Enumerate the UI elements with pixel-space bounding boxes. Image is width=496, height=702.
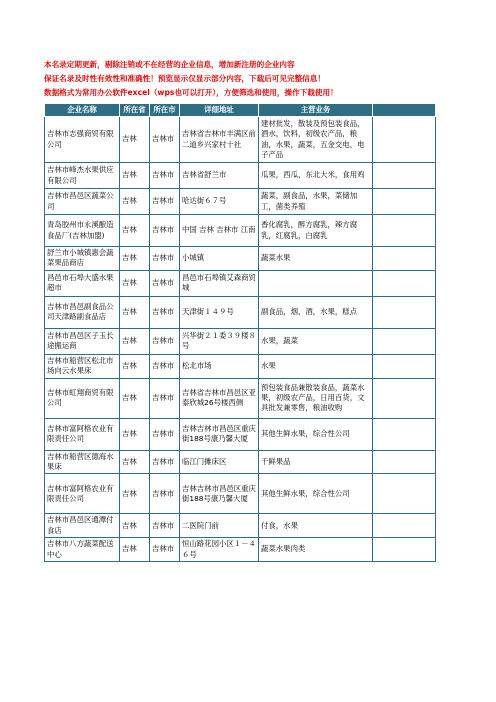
- header-province: 所在省: [120, 104, 150, 117]
- cell-company-name: 吉林市昌邑区通潭付食店: [45, 514, 120, 538]
- cell-province: 吉林: [120, 514, 150, 538]
- cell-business: 蔬菜水果: [259, 247, 373, 271]
- cell-company-name: 吉林市昌邑副食品公司天津路副食品店: [45, 296, 120, 328]
- table-row: [45, 247, 436, 271]
- cell-address: 松北市场: [180, 354, 259, 378]
- cell-blank: [373, 378, 436, 418]
- cell-blank: [373, 418, 436, 450]
- table-row: [45, 378, 436, 418]
- cell-city: 吉林市: [150, 117, 180, 163]
- cell-province: 吉林: [120, 418, 150, 450]
- table-row: [45, 474, 436, 514]
- cell-province: 吉林: [120, 296, 150, 328]
- cell-company-name: 舒兰市小城镇惠会蔬菜果品商店: [45, 247, 120, 271]
- header-blank: [373, 104, 436, 117]
- notice-banner: [44, 58, 464, 100]
- cell-province: 吉林: [120, 450, 150, 474]
- cell-business: 付食，水果: [259, 514, 373, 538]
- cell-blank: [373, 296, 436, 328]
- cell-company-name: 吉林市船营区松北市场向云水果床: [45, 354, 120, 378]
- cell-business: 香化腐乳，醉方腐乳，辣方腐乳，红腐乳，白腐乳: [259, 215, 373, 247]
- cell-province: 吉林: [120, 189, 150, 215]
- cell-company-name: 吉林市富阿格农业有限责任公司: [45, 418, 120, 450]
- header-business: 主营业务: [259, 104, 373, 117]
- cell-city: 吉林市: [150, 418, 180, 450]
- cell-city: 吉林市: [150, 163, 180, 189]
- cell-address: 兴华街２１委３９楼８号: [180, 328, 259, 354]
- table-header-row: [45, 104, 436, 117]
- cell-company-name: 吉林市船营区德海水果床: [45, 450, 120, 474]
- cell-company-name: 吉林市昌邑区子玉长途搬运商: [45, 328, 120, 354]
- table-row: [45, 514, 436, 538]
- cell-province: 吉林: [120, 270, 150, 296]
- table-row: [45, 117, 436, 163]
- cell-company-name: 吉林市富阿格农业有限责任公司: [45, 474, 120, 514]
- table-row: [45, 538, 436, 562]
- cell-blank: [373, 474, 436, 514]
- cell-province: 吉林: [120, 538, 150, 562]
- cell-address: 昌邑市石埠镇艾森商贸城: [180, 270, 259, 296]
- cell-company-name: 昌邑市石埠大盛水果超市: [45, 270, 120, 296]
- cell-address: 中国 吉林 吉林市 江南: [180, 215, 259, 247]
- cell-city: 吉林市: [150, 328, 180, 354]
- cell-city: 吉林市: [150, 474, 180, 514]
- header-company-name: 企业名称: [45, 104, 120, 117]
- company-table: [44, 103, 436, 562]
- table-row: [45, 270, 436, 296]
- cell-business: [259, 270, 373, 296]
- header-address: 详细地址: [180, 104, 259, 117]
- cell-business: 建材批发，散装及预包装食品，酒水，饮料，初级农产品，粮油，水果，蔬菜，五金交电，电子产品: [259, 117, 373, 163]
- cell-address: 二医院门前: [180, 514, 259, 538]
- cell-province: 吉林: [120, 354, 150, 378]
- cell-city: 吉林市: [150, 514, 180, 538]
- cell-business: 水果，蔬菜: [259, 328, 373, 354]
- cell-company-name: 青岛胶州市永溪酿造食品厂(吉林加盟): [45, 215, 120, 247]
- cell-city: 吉林市: [150, 215, 180, 247]
- cell-city: 吉林市: [150, 247, 180, 271]
- cell-province: 吉林: [120, 215, 150, 247]
- cell-business: 其他生鲜水果，综合性公司: [259, 474, 373, 514]
- cell-blank: [373, 189, 436, 215]
- table-row: [45, 450, 436, 474]
- cell-province: 吉林: [120, 474, 150, 514]
- cell-address: 吉林省舒兰市: [180, 163, 259, 189]
- cell-address: 哈达街６７号: [180, 189, 259, 215]
- cell-address: 天津街１４９号: [180, 296, 259, 328]
- table-row: [45, 354, 436, 378]
- cell-city: 吉林市: [150, 296, 180, 328]
- cell-business: 其他生鲜水果，综合性公司: [259, 418, 373, 450]
- notice-line-validity: 保证名录及时性有效性和准确性！预览显示仅显示部分内容，下载后可见完整信息！: [44, 74, 325, 83]
- cell-business: 蔬菜水果肉类: [259, 538, 373, 562]
- cell-blank: [373, 247, 436, 271]
- cell-company-name: 吉林市峰杰水果供应有限公司: [45, 163, 120, 189]
- cell-blank: [373, 117, 436, 163]
- table-row: [45, 163, 436, 189]
- cell-blank: [373, 450, 436, 474]
- cell-business: 干鲜果品: [259, 450, 373, 474]
- cell-city: 吉林市: [150, 354, 180, 378]
- cell-province: 吉林: [120, 378, 150, 418]
- cell-business: 瓜果，西瓜，东北大米，食用鸡: [259, 163, 373, 189]
- cell-address: 恒山路花园小区１－４６号: [180, 538, 259, 562]
- cell-city: 吉林市: [150, 189, 180, 215]
- cell-business: 副食品，烟，酒，水果，糕点: [259, 296, 373, 328]
- table-row: [45, 328, 436, 354]
- cell-province: 吉林: [120, 163, 150, 189]
- cell-address: 小城镇: [180, 247, 259, 271]
- cell-company-name: 吉林市八方蔬菜配送中心: [45, 538, 120, 562]
- cell-company-name: 吉林市虹翔商贸有限公司: [45, 378, 120, 418]
- cell-province: 吉林: [120, 117, 150, 163]
- table-row: [45, 296, 436, 328]
- table-row: [45, 189, 436, 215]
- cell-address: 吉林吉林市昌邑区重庆街188号康乃馨大厦: [180, 474, 259, 514]
- cell-address: 临江门摊床区: [180, 450, 259, 474]
- notice-line-update: 本名录定期更新，剔除注销或不在经营的企业信息，增加新注册的企业内容: [44, 60, 295, 69]
- cell-company-name: 吉林市昌邑区蔬菜公司: [45, 189, 120, 215]
- cell-address: 吉林省吉林市丰满区前二道乡兴家村十社: [180, 117, 259, 163]
- cell-business: 水果: [259, 354, 373, 378]
- cell-blank: [373, 354, 436, 378]
- cell-blank: [373, 538, 436, 562]
- cell-blank: [373, 328, 436, 354]
- cell-business: 蔬菜，副食品，水果，菜储加工，菌类养殖: [259, 189, 373, 215]
- cell-province: 吉林: [120, 247, 150, 271]
- cell-city: 吉林市: [150, 450, 180, 474]
- cell-blank: [373, 514, 436, 538]
- cell-blank: [373, 163, 436, 189]
- header-city: 所在市: [150, 104, 180, 117]
- table-body: [45, 117, 436, 562]
- cell-address: 吉林省吉林市昌邑区亚泰欣城26号楼西侧: [180, 378, 259, 418]
- table-row: [45, 215, 436, 247]
- cell-business: 预包装食品兼散装食品，蔬菜水果，初级农产品，日用百货，文具批发兼零售，粮油收购: [259, 378, 373, 418]
- cell-city: 吉林市: [150, 270, 180, 296]
- notice-line-format: 数据格式为常用办公软件excel（wps也可以打开），方便筛选和使用，操作下载使用！: [44, 88, 338, 97]
- cell-blank: [373, 215, 436, 247]
- cell-blank: [373, 270, 436, 296]
- cell-city: 吉林市: [150, 378, 180, 418]
- cell-company-name: 吉林市志强商贸有限公司: [45, 117, 120, 163]
- cell-city: 吉林市: [150, 538, 180, 562]
- cell-province: 吉林: [120, 328, 150, 354]
- table-row: [45, 418, 436, 450]
- cell-address: 吉林吉林市昌邑区重庆街188号康乃馨大厦: [180, 418, 259, 450]
